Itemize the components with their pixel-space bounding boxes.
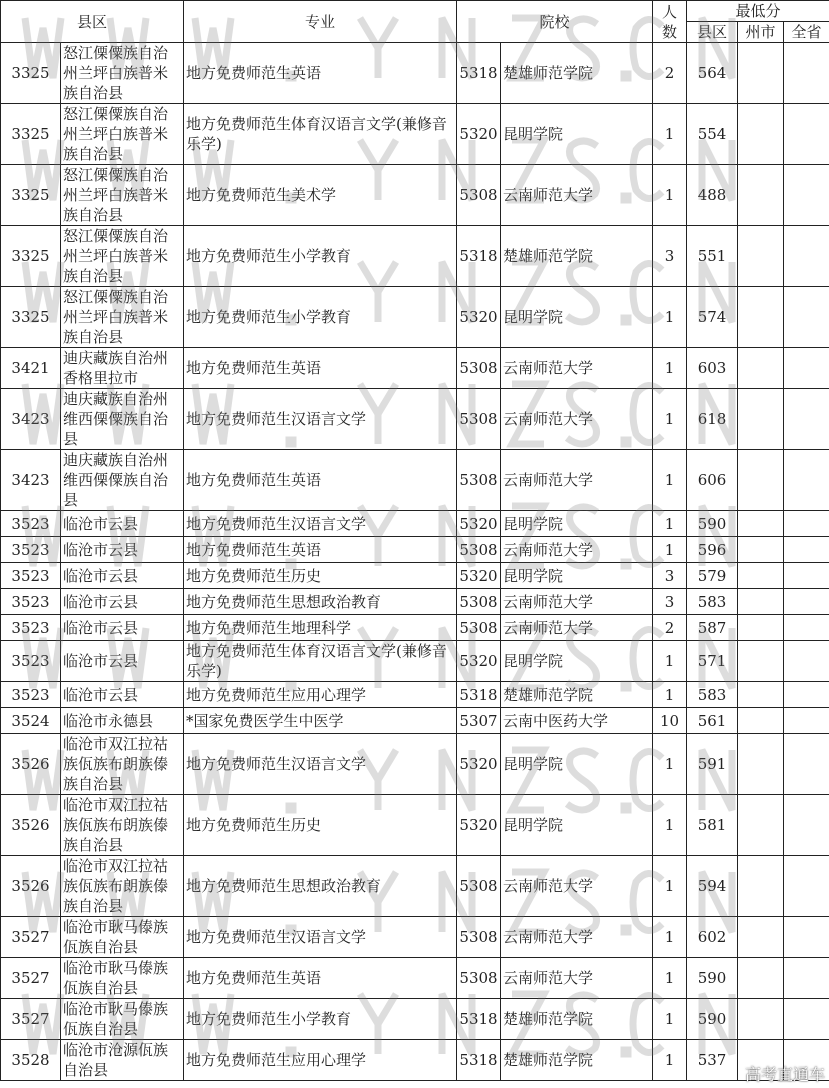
header-school: 院校	[457, 1, 653, 43]
school-code-cell: 5308	[457, 917, 501, 958]
major-cell: 地方免费师范生体育汉语言文学(兼修音乐学)	[184, 641, 457, 682]
school-name-cell: 云南师范大学	[501, 348, 653, 389]
major-cell: 地方免费师范生体育汉语言文学(兼修音乐学)	[184, 104, 457, 165]
county-code-cell: 3523	[1, 563, 61, 589]
table-row	[1, 43, 829, 104]
score-county-cell: 583	[687, 589, 738, 615]
score-province-cell	[784, 708, 829, 734]
county-name-cell: 临沧市耿马傣族佤族自治县	[61, 958, 184, 999]
school-code-cell: 5308	[457, 958, 501, 999]
county-name-cell: 临沧市双江拉祜族佤族布朗族傣族自治县	[61, 734, 184, 795]
score-province-cell	[784, 682, 829, 708]
major-cell: 地方免费师范生汉语言文学	[184, 917, 457, 958]
county-name-cell: 怒江傈僳族自治州兰坪白族普米族自治县	[61, 287, 184, 348]
score-county-cell: 571	[687, 641, 738, 682]
score-city-cell	[738, 165, 784, 226]
school-code-cell: 5320	[457, 795, 501, 856]
count-cell: 2	[653, 43, 687, 104]
school-name-cell: 昆明学院	[501, 734, 653, 795]
count-cell: 1	[653, 511, 687, 537]
school-name-cell: 昆明学院	[501, 287, 653, 348]
count-cell: 1	[653, 348, 687, 389]
count-cell: 1	[653, 1040, 687, 1081]
table-row	[1, 348, 829, 389]
school-name-cell: 昆明学院	[501, 104, 653, 165]
score-city-cell	[738, 795, 784, 856]
table-row	[1, 226, 829, 287]
county-code-cell: 3527	[1, 958, 61, 999]
county-name-cell: 临沧市云县	[61, 589, 184, 615]
score-province-cell	[784, 43, 829, 104]
major-cell: 地方免费师范生英语	[184, 43, 457, 104]
count-cell: 1	[653, 917, 687, 958]
major-cell: 地方免费师范生英语	[184, 537, 457, 563]
count-cell: 1	[653, 795, 687, 856]
score-city-cell	[738, 958, 784, 999]
school-code-cell: 5318	[457, 226, 501, 287]
county-code-cell: 3527	[1, 999, 61, 1040]
score-province-cell	[784, 856, 829, 917]
table-row	[1, 999, 829, 1040]
school-name-cell: 云南师范大学	[501, 537, 653, 563]
county-code-cell: 3325	[1, 43, 61, 104]
major-cell: 地方免费师范生美术学	[184, 165, 457, 226]
county-code-cell: 3523	[1, 641, 61, 682]
school-code-cell: 5320	[457, 287, 501, 348]
school-code-cell: 5308	[457, 389, 501, 450]
score-county-cell: 590	[687, 958, 738, 999]
school-code-cell: 5318	[457, 43, 501, 104]
county-name-cell: 临沧市云县	[61, 641, 184, 682]
table-row	[1, 511, 829, 537]
school-name-cell: 云南师范大学	[501, 165, 653, 226]
score-province-cell	[784, 165, 829, 226]
score-county-cell: 554	[687, 104, 738, 165]
header-county: 县区	[1, 1, 184, 43]
header-min-score: 最低分	[687, 1, 829, 22]
school-code-cell: 5320	[457, 563, 501, 589]
table-row	[1, 389, 829, 450]
school-code-cell: 5308	[457, 856, 501, 917]
school-code-cell: 5307	[457, 708, 501, 734]
score-county-cell: 590	[687, 511, 738, 537]
score-city-cell	[738, 226, 784, 287]
score-province-cell	[784, 104, 829, 165]
score-province-cell	[784, 537, 829, 563]
county-name-cell: 怒江傈僳族自治州兰坪白族普米族自治县	[61, 226, 184, 287]
table-row	[1, 708, 829, 734]
score-province-cell	[784, 589, 829, 615]
score-city-cell	[738, 856, 784, 917]
score-county-cell: 594	[687, 856, 738, 917]
table-row	[1, 563, 829, 589]
score-city-cell	[738, 999, 784, 1040]
table-row	[1, 537, 829, 563]
major-cell: 地方免费师范生英语	[184, 348, 457, 389]
score-province-cell	[784, 958, 829, 999]
school-name-cell: 昆明学院	[501, 511, 653, 537]
major-cell: 地方免费师范生英语	[184, 450, 457, 511]
score-county-cell: 596	[687, 537, 738, 563]
header-sub-city: 州市	[738, 22, 784, 43]
major-cell: 地方免费师范生英语	[184, 958, 457, 999]
county-code-cell: 3523	[1, 682, 61, 708]
county-name-cell: 临沧市永德县	[61, 708, 184, 734]
county-name-cell: 迪庆藏族自治州维西傈僳族自治县	[61, 389, 184, 450]
county-name-cell: 迪庆藏族自治州香格里拉市	[61, 348, 184, 389]
school-code-cell: 5308	[457, 615, 501, 641]
count-cell: 1	[653, 389, 687, 450]
school-name-cell: 云南师范大学	[501, 615, 653, 641]
county-name-cell: 怒江傈僳族自治州兰坪白族普米族自治县	[61, 43, 184, 104]
table-row	[1, 795, 829, 856]
county-name-cell: 临沧市沧源佤族自治县	[61, 1040, 184, 1081]
county-name-cell: 迪庆藏族自治州维西傈僳族自治县	[61, 450, 184, 511]
score-county-cell: 551	[687, 226, 738, 287]
county-code-cell: 3524	[1, 708, 61, 734]
major-cell: 地方免费师范生历史	[184, 563, 457, 589]
major-cell: 地方免费师范生思想政治教育	[184, 856, 457, 917]
score-city-cell	[738, 563, 784, 589]
header-major: 专业	[184, 1, 457, 43]
table-row	[1, 287, 829, 348]
county-name-cell: 临沧市云县	[61, 563, 184, 589]
score-county-cell: 583	[687, 682, 738, 708]
school-name-cell: 昆明学院	[501, 641, 653, 682]
major-cell: 地方免费师范生应用心理学	[184, 682, 457, 708]
table-row	[1, 1040, 829, 1081]
header-count: 人数	[653, 1, 687, 43]
county-code-cell: 3528	[1, 1040, 61, 1081]
major-cell: *国家免费医学生中医学	[184, 708, 457, 734]
score-city-cell	[738, 589, 784, 615]
county-code-cell: 3526	[1, 856, 61, 917]
score-county-cell: 590	[687, 999, 738, 1040]
county-name-cell: 怒江傈僳族自治州兰坪白族普米族自治县	[61, 165, 184, 226]
score-city-cell	[738, 389, 784, 450]
score-city-cell	[738, 348, 784, 389]
count-cell: 1	[653, 450, 687, 511]
table-row	[1, 641, 829, 682]
count-cell: 1	[653, 999, 687, 1040]
school-code-cell: 5320	[457, 104, 501, 165]
school-name-cell: 楚雄师范学院	[501, 226, 653, 287]
score-county-cell: 618	[687, 389, 738, 450]
table-row	[1, 589, 829, 615]
school-name-cell: 楚雄师范学院	[501, 43, 653, 104]
score-county-cell: 488	[687, 165, 738, 226]
score-county-cell: 602	[687, 917, 738, 958]
score-city-cell	[738, 734, 784, 795]
county-name-cell: 临沧市双江拉祜族佤族布朗族傣族自治县	[61, 856, 184, 917]
score-county-cell: 561	[687, 708, 738, 734]
school-code-cell: 5308	[457, 450, 501, 511]
score-county-cell: 579	[687, 563, 738, 589]
score-city-cell	[738, 511, 784, 537]
school-name-cell: 云南师范大学	[501, 450, 653, 511]
score-province-cell	[784, 999, 829, 1040]
table-row	[1, 856, 829, 917]
score-county-cell: 591	[687, 734, 738, 795]
score-county-cell: 564	[687, 43, 738, 104]
table-row	[1, 917, 829, 958]
count-cell: 1	[653, 165, 687, 226]
school-code-cell: 5320	[457, 641, 501, 682]
major-cell: 地方免费师范生思想政治教育	[184, 589, 457, 615]
score-province-cell	[784, 615, 829, 641]
county-code-cell: 3526	[1, 734, 61, 795]
county-code-cell: 3325	[1, 165, 61, 226]
school-code-cell: 5308	[457, 348, 501, 389]
major-cell: 地方免费师范生汉语言文学	[184, 511, 457, 537]
score-city-cell	[738, 708, 784, 734]
school-code-cell: 5320	[457, 511, 501, 537]
count-cell: 1	[653, 537, 687, 563]
count-cell: 1	[653, 856, 687, 917]
count-cell: 1	[653, 682, 687, 708]
county-code-cell: 3523	[1, 589, 61, 615]
major-cell: 地方免费师范生汉语言文学	[184, 389, 457, 450]
county-code-cell: 3523	[1, 511, 61, 537]
score-city-cell	[738, 450, 784, 511]
score-province-cell	[784, 389, 829, 450]
score-city-cell	[738, 537, 784, 563]
score-county-cell: 537	[687, 1040, 738, 1081]
county-name-cell: 临沧市云县	[61, 615, 184, 641]
county-code-cell: 3423	[1, 450, 61, 511]
school-name-cell: 云南师范大学	[501, 856, 653, 917]
count-cell: 1	[653, 104, 687, 165]
county-code-cell: 3523	[1, 537, 61, 563]
county-code-cell: 3421	[1, 348, 61, 389]
table-row	[1, 104, 829, 165]
score-county-cell: 574	[687, 287, 738, 348]
table-row	[1, 615, 829, 641]
county-code-cell: 3526	[1, 795, 61, 856]
score-county-cell: 603	[687, 348, 738, 389]
score-county-cell: 606	[687, 450, 738, 511]
school-name-cell: 楚雄师范学院	[501, 1040, 653, 1081]
table-row	[1, 165, 829, 226]
school-code-cell: 5320	[457, 734, 501, 795]
major-cell: 地方免费师范生小学教育	[184, 226, 457, 287]
major-cell: 地方免费师范生汉语言文学	[184, 734, 457, 795]
count-cell: 3	[653, 589, 687, 615]
county-code-cell: 3527	[1, 917, 61, 958]
school-name-cell: 楚雄师范学院	[501, 682, 653, 708]
score-county-cell: 581	[687, 795, 738, 856]
school-name-cell: 云南师范大学	[501, 958, 653, 999]
score-province-cell	[784, 511, 829, 537]
score-city-cell	[738, 615, 784, 641]
county-code-cell: 3325	[1, 104, 61, 165]
county-name-cell: 临沧市云县	[61, 537, 184, 563]
score-city-cell	[738, 43, 784, 104]
school-name-cell: 昆明学院	[501, 563, 653, 589]
school-code-cell: 5318	[457, 999, 501, 1040]
school-code-cell: 5308	[457, 589, 501, 615]
count-cell: 3	[653, 226, 687, 287]
school-name-cell: 楚雄师范学院	[501, 999, 653, 1040]
table-row	[1, 958, 829, 999]
score-province-cell	[784, 917, 829, 958]
score-city-cell	[738, 641, 784, 682]
county-code-cell: 3325	[1, 226, 61, 287]
school-code-cell: 5308	[457, 537, 501, 563]
count-cell: 1	[653, 958, 687, 999]
school-code-cell: 5318	[457, 682, 501, 708]
count-cell: 1	[653, 641, 687, 682]
score-county-cell: 587	[687, 615, 738, 641]
score-city-cell	[738, 104, 784, 165]
count-cell: 3	[653, 563, 687, 589]
header-sub-county: 县区	[687, 22, 738, 43]
school-name-cell: 昆明学院	[501, 795, 653, 856]
count-cell: 1	[653, 287, 687, 348]
score-province-cell	[784, 563, 829, 589]
count-cell: 2	[653, 615, 687, 641]
county-code-cell: 3325	[1, 287, 61, 348]
school-code-cell: 5308	[457, 165, 501, 226]
school-name-cell: 云南师范大学	[501, 389, 653, 450]
score-province-cell	[784, 450, 829, 511]
school-name-cell: 云南中医药大学	[501, 708, 653, 734]
score-city-cell	[738, 917, 784, 958]
score-city-cell	[738, 682, 784, 708]
score-province-cell	[784, 348, 829, 389]
header-sub-province: 全省	[784, 22, 829, 43]
table-row	[1, 450, 829, 511]
county-name-cell: 临沧市云县	[61, 682, 184, 708]
major-cell: 地方免费师范生历史	[184, 795, 457, 856]
major-cell: 地方免费师范生应用心理学	[184, 1040, 457, 1081]
school-name-cell: 云南师范大学	[501, 589, 653, 615]
county-name-cell: 临沧市耿马傣族佤族自治县	[61, 917, 184, 958]
school-code-cell: 5318	[457, 1040, 501, 1081]
table-row	[1, 734, 829, 795]
count-cell: 10	[653, 708, 687, 734]
score-province-cell	[784, 226, 829, 287]
score-province-cell	[784, 641, 829, 682]
logo-text: 高考直通车	[744, 1065, 825, 1084]
major-cell: 地方免费师范生地理科学	[184, 615, 457, 641]
county-code-cell: 3423	[1, 389, 61, 450]
county-name-cell: 临沧市耿马傣族佤族自治县	[61, 999, 184, 1040]
county-name-cell: 临沧市云县	[61, 511, 184, 537]
county-code-cell: 3523	[1, 615, 61, 641]
table-row	[1, 682, 829, 708]
major-cell: 地方免费师范生小学教育	[184, 999, 457, 1040]
county-name-cell: 临沧市双江拉祜族佤族布朗族傣族自治县	[61, 795, 184, 856]
score-province-cell	[784, 287, 829, 348]
score-city-cell	[738, 287, 784, 348]
county-name-cell: 怒江傈僳族自治州兰坪白族普米族自治县	[61, 104, 184, 165]
score-province-cell	[784, 734, 829, 795]
major-cell: 地方免费师范生小学教育	[184, 287, 457, 348]
score-province-cell	[784, 795, 829, 856]
count-cell: 1	[653, 734, 687, 795]
school-name-cell: 云南师范大学	[501, 917, 653, 958]
